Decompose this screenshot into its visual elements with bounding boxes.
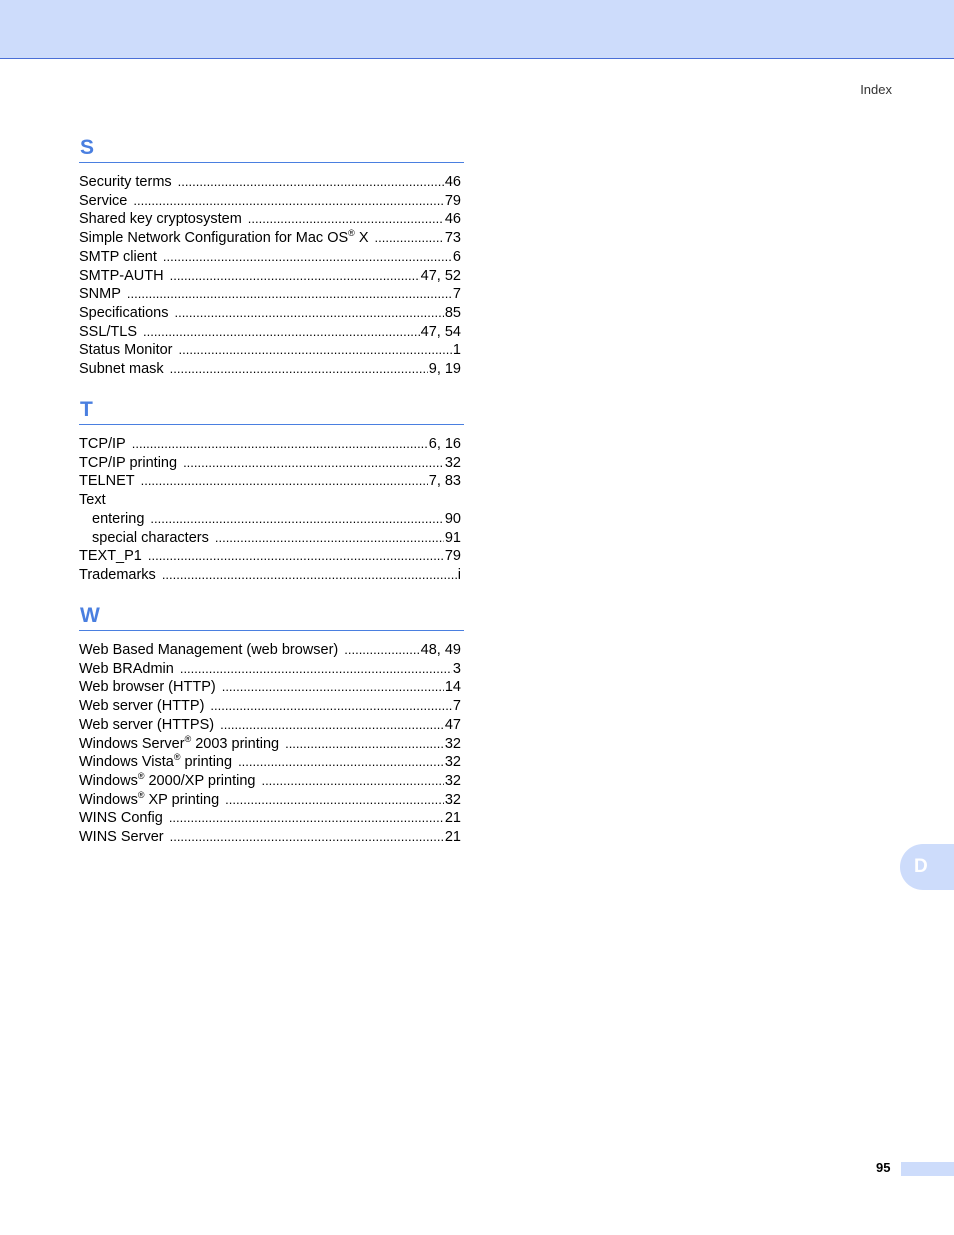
entry-term-text: WINS Config — [79, 810, 163, 827]
entry-term-text: entering — [92, 510, 145, 527]
entry-page[interactable]: 73 — [444, 230, 461, 247]
entry-term — [79, 753, 238, 772]
entry-page[interactable]: 6, 16 — [428, 436, 461, 452]
dot-leader — [133, 192, 444, 211]
registered-mark: ® — [137, 770, 145, 781]
index-subentry[interactable] — [79, 510, 461, 529]
dot-leader — [170, 360, 428, 379]
entry-page[interactable]: 48, 49 — [420, 642, 461, 658]
dot-leader — [183, 454, 444, 473]
entry-term-text: TEXT_P1 — [79, 548, 142, 565]
dot-leader — [285, 735, 444, 754]
entry-term-text: TCP/IP printing — [79, 454, 178, 471]
index-entry[interactable] — [79, 360, 461, 379]
index-entry[interactable] — [79, 828, 461, 847]
entry-term-text: Web BRAdmin — [79, 660, 174, 677]
index-entry[interactable] — [79, 285, 461, 304]
dot-leader — [261, 772, 443, 791]
entry-term — [79, 828, 170, 847]
dot-leader — [248, 210, 444, 229]
entry-term-text: TELNET — [79, 473, 135, 490]
dot-leader — [222, 678, 444, 697]
dot-leader — [170, 267, 420, 286]
entry-term — [92, 529, 215, 548]
entry-term-text: Simple Network Configuration for Mac OS — [79, 230, 349, 247]
entry-page[interactable]: 9, 19 — [428, 361, 461, 378]
entry-term-text: Windows Vista — [79, 754, 174, 771]
entry-term — [79, 341, 179, 360]
entry-page[interactable]: 21 — [444, 810, 461, 827]
entry-term-text: Shared key cryptosystem — [79, 211, 242, 228]
entry-term-text: Windows Server — [79, 735, 185, 752]
section-letter: T — [80, 398, 93, 421]
entry-page[interactable]: 46 — [444, 211, 461, 228]
entry-page[interactable]: 3 — [452, 660, 461, 677]
entry-term-text: Web browser (HTTP) — [79, 679, 216, 696]
entry-term-text: WINS Server — [79, 829, 164, 846]
entry-term — [79, 248, 163, 267]
index-entry[interactable] — [79, 716, 461, 735]
index-entry[interactable] — [79, 772, 461, 791]
index-entry[interactable] — [79, 248, 461, 267]
entry-term-suffix: printing — [180, 754, 233, 771]
index-subentry[interactable] — [79, 529, 461, 548]
dot-leader — [178, 173, 444, 192]
entry-term — [79, 809, 169, 828]
entry-page[interactable]: 32 — [444, 754, 461, 771]
entry-term-text: Trademarks — [79, 566, 156, 583]
entry-term — [79, 192, 133, 211]
entry-term-text: Text — [79, 492, 106, 509]
entry-term — [79, 304, 174, 323]
index-entry[interactable] — [79, 735, 461, 754]
entry-term — [79, 491, 106, 510]
entry-page[interactable]: 46 — [444, 174, 461, 190]
index-entry[interactable] — [79, 566, 461, 585]
dot-leader — [132, 435, 428, 454]
entry-term — [79, 267, 170, 286]
entry-term-text: SMTP-AUTH — [79, 267, 164, 284]
entry-page[interactable]: 85 — [444, 304, 461, 321]
entry-term — [79, 678, 222, 697]
entry-page[interactable]: 47 — [444, 716, 461, 733]
index-entry[interactable] — [79, 210, 461, 229]
entry-term-suffix: XP printing — [144, 791, 220, 808]
entry-page[interactable]: 79 — [444, 192, 461, 209]
registered-mark: ® — [348, 228, 355, 239]
index-entry[interactable] — [79, 697, 461, 716]
index-entry[interactable] — [79, 472, 461, 491]
entry-term — [79, 285, 127, 304]
entry-term-text: Windows — [79, 772, 138, 789]
index-entry[interactable] — [79, 641, 461, 660]
entry-page[interactable]: 32 — [444, 772, 461, 789]
entry-term-text: Specifications — [79, 304, 169, 321]
dot-leader — [170, 828, 444, 847]
dot-leader — [150, 510, 443, 529]
dot-leader — [225, 791, 444, 810]
dot-leader — [127, 285, 452, 304]
entry-term — [79, 360, 170, 379]
index-entry[interactable] — [79, 435, 461, 454]
index-entry[interactable] — [79, 454, 461, 473]
entry-term-text: SNMP — [79, 286, 121, 303]
entry-page[interactable]: 90 — [444, 510, 461, 527]
entry-page[interactable]: 32 — [444, 735, 461, 752]
index-entry[interactable] — [79, 491, 461, 510]
entry-page[interactable]: 79 — [444, 548, 461, 565]
dot-leader — [210, 697, 452, 716]
entry-term — [79, 735, 285, 754]
index-entry[interactable] — [79, 809, 461, 828]
dot-leader — [169, 809, 444, 828]
page-number: 95 — [876, 1160, 891, 1175]
entry-term — [79, 229, 375, 248]
section-letter: S — [80, 136, 95, 159]
entry-page[interactable]: 47, 54 — [420, 323, 461, 340]
dot-leader — [179, 341, 452, 360]
index-entry[interactable] — [79, 173, 461, 192]
index-entry[interactable] — [79, 753, 461, 772]
entry-page[interactable]: 7 — [452, 286, 461, 303]
entry-page[interactable]: 21 — [444, 829, 461, 846]
index-section-w — [79, 604, 464, 847]
entry-term-text: Security terms — [79, 174, 172, 190]
entry-term — [79, 772, 261, 791]
registered-mark: ® — [137, 789, 145, 800]
section-letter: W — [80, 604, 100, 627]
index-entry[interactable] — [79, 323, 461, 342]
index-section-t — [79, 398, 464, 585]
entry-page[interactable]: 47, 52 — [420, 267, 461, 284]
dot-leader — [375, 229, 444, 248]
entry-term-text: TCP/IP — [79, 436, 126, 452]
index-entry[interactable] — [79, 192, 461, 211]
entry-term-text: Service — [79, 192, 128, 209]
registered-mark: ® — [184, 733, 192, 744]
index-entry[interactable] — [79, 304, 461, 323]
section-rule — [79, 162, 464, 163]
entry-term-suffix: 2000/XP printing — [144, 772, 256, 789]
dot-leader — [143, 323, 420, 342]
running-head: Index — [860, 82, 892, 97]
dot-leader — [238, 753, 444, 772]
index-section-s — [79, 136, 464, 379]
index-entry[interactable] — [79, 547, 461, 566]
entry-term — [79, 566, 162, 585]
entry-term-text: Windows — [79, 791, 138, 808]
entry-term — [79, 454, 183, 473]
footer-bar — [901, 1162, 954, 1176]
dot-leader — [344, 641, 419, 660]
chapter-tab[interactable]: D — [900, 844, 954, 890]
entry-term-text: special characters — [92, 529, 209, 546]
index-entry[interactable] — [79, 791, 461, 810]
entry-page[interactable]: 7, 83 — [428, 473, 461, 490]
entry-term-text: Subnet mask — [79, 361, 164, 378]
entry-page[interactable]: 1 — [452, 342, 461, 359]
entry-term-suffix: 2003 printing — [191, 735, 280, 752]
dot-leader — [141, 472, 428, 491]
entry-term-text: SSL/TLS — [79, 323, 138, 340]
entry-term — [79, 323, 143, 342]
entry-page[interactable]: 7 — [452, 698, 461, 715]
entry-term — [79, 660, 180, 679]
dot-leader — [180, 660, 452, 679]
entry-term-text: Status Monitor — [79, 342, 173, 359]
entry-page[interactable]: 14 — [444, 679, 461, 696]
entry-term — [79, 641, 344, 660]
index-entry[interactable] — [79, 678, 461, 697]
entry-term-text: Web server (HTTP) — [79, 698, 205, 715]
index-entry[interactable] — [79, 660, 461, 679]
dot-leader — [148, 547, 444, 566]
entry-term — [79, 697, 210, 716]
header-band — [0, 0, 954, 59]
entry-page[interactable]: 32 — [444, 454, 461, 471]
dot-leader — [215, 529, 444, 548]
entry-page[interactable]: 32 — [444, 791, 461, 808]
entry-page[interactable]: i — [457, 566, 461, 583]
entry-term — [79, 791, 225, 810]
entry-term-text: SMTP client — [79, 248, 157, 265]
registered-mark: ® — [173, 752, 181, 763]
entry-term — [79, 472, 141, 491]
section-rule — [79, 630, 464, 631]
dot-leader — [220, 716, 444, 735]
entry-term-text: Web server (HTTPS) — [79, 716, 215, 733]
section-rule — [79, 424, 464, 425]
entry-term — [79, 547, 148, 566]
dot-leader — [163, 248, 452, 267]
index-entry[interactable] — [79, 229, 461, 248]
entry-page[interactable]: 6 — [452, 248, 461, 265]
entry-term — [79, 716, 220, 735]
dot-leader — [174, 304, 443, 323]
index-entry[interactable] — [79, 267, 461, 286]
dot-leader — [162, 566, 457, 585]
entry-term — [92, 510, 150, 529]
entry-term — [79, 210, 248, 229]
entry-term-text: Web Based Management (web browser) — [79, 642, 339, 658]
entry-term — [79, 435, 132, 454]
entry-page[interactable]: 91 — [444, 529, 461, 546]
entry-term-suffix: X — [354, 230, 369, 247]
index-entry[interactable] — [79, 341, 461, 360]
entry-term — [79, 173, 178, 192]
